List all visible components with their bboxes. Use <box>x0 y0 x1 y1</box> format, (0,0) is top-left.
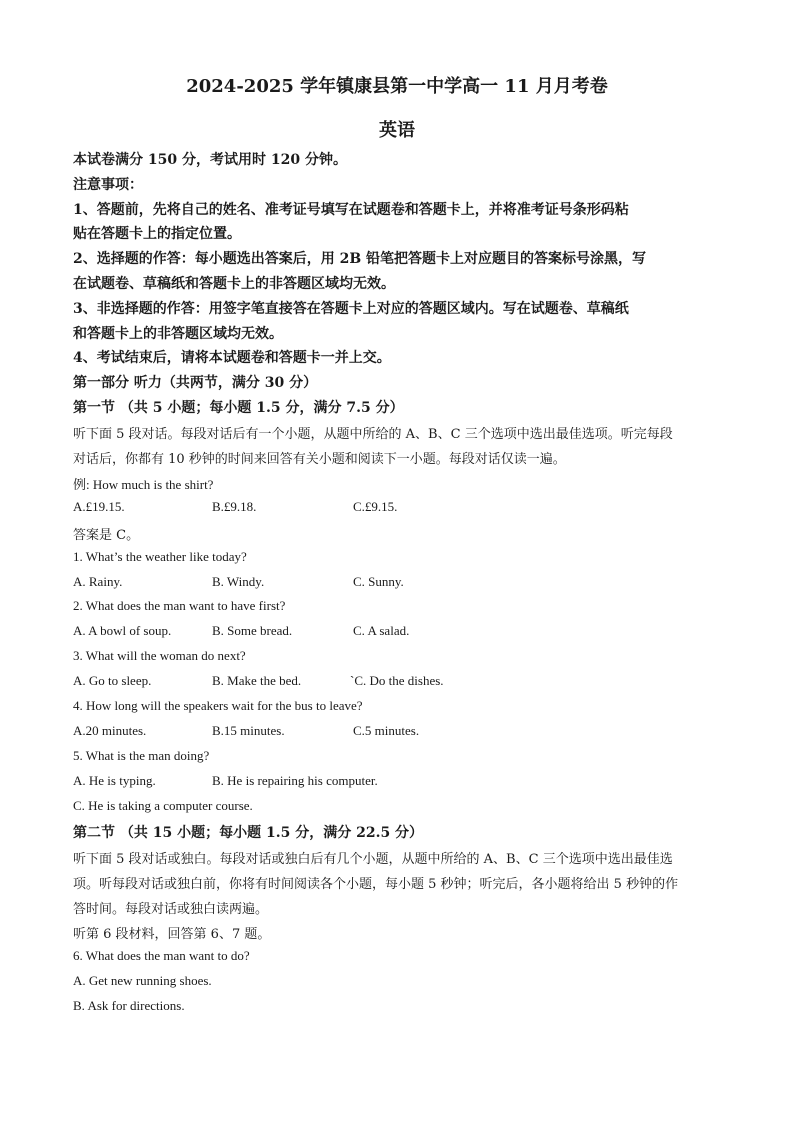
question-5-option-b: B. He is repairing his computer. <box>212 773 378 788</box>
question-3-option-c: `C. Do the dishes. <box>350 673 444 688</box>
question-5-option-a: A. He is typing. <box>73 773 156 788</box>
question-6-option-a: A. Get new running shoes. <box>73 973 212 988</box>
section2-directions-line-2: 项。听每段对话或独白前，你将有时间阅读各个小题，每小题 5 秒钟；听完后，各小题将给出 5 秒钟的作 <box>73 877 679 892</box>
question-5-option-c: C. He is taking a computer course. <box>73 798 253 813</box>
question-3: 3. What will the woman do next? <box>73 648 246 663</box>
question-4-option-c: C.5 minutes. <box>353 723 420 738</box>
question-2-option-c: C. A salad. <box>353 623 410 638</box>
section2-heading: 第二节 （共 15 小题；每小题 1.5 分，满分 22.5 分） <box>73 825 424 841</box>
part1-heading: 第一部分 听力（共两节，满分 30 分） <box>73 375 318 391</box>
section1-directions-line-2: 对话后，你都有 10 秒钟的时间来回答有关小题和阅读下一小题。每段对话仅读一遍。 <box>73 452 566 467</box>
question-2-option-b: B. Some bread. <box>212 623 293 638</box>
example-option-c: C.£9.15. <box>353 499 398 514</box>
example-question: 例: How much is the shirt? <box>73 477 214 492</box>
section2-directions-line-1: 听下面 5 段对话或独白。每段对话或独白后有几个小题，从题中所给的 A、B、C 三个选项中选出最佳选 <box>73 852 673 867</box>
notice-item-1-line-2: 贴在答题卡上的指定位置。 <box>73 226 241 242</box>
example-option-b: B.£9.18. <box>212 499 257 514</box>
question-6: 6. What does the man want to do? <box>73 948 250 963</box>
question-3-option-a: A. Go to sleep. <box>73 673 152 688</box>
question-4-option-b: B.15 minutes. <box>212 723 285 738</box>
question-1-option-c: C. Sunny. <box>353 574 404 589</box>
question-1-option-a: A. Rainy. <box>73 574 123 589</box>
exam-summary: 本试卷满分 150 分，考试用时 120 分钟。 <box>73 152 347 168</box>
subject-title: 英语 <box>379 120 415 141</box>
question-4-option-a: A.20 minutes. <box>73 723 147 738</box>
section1-heading: 第一节 （共 5 小题；每小题 1.5 分，满分 7.5 分） <box>73 400 404 416</box>
notice-item-3-line-1: 3、非选择题的作答：用签字笔直接答在答题卡上对应的答题区域内。写在试题卷、草稿纸 <box>73 301 629 317</box>
example-option-a: A.£19.15. <box>73 499 125 514</box>
section1-directions-line-1: 听下面 5 段对话。每段对话后有一个小题，从题中所给的 A、B、C 三个选项中选出最佳选项。听完每段 <box>73 427 673 442</box>
question-3-option-b: B. Make the bed. <box>212 673 302 688</box>
question-6-option-b: B. Ask for directions. <box>73 998 185 1013</box>
notice-item-4: 4、考试结束后，请将本试题卷和答题卡一并上交。 <box>73 350 391 366</box>
question-4: 4. How long will the speakers wait for the bus to leave? <box>73 698 363 713</box>
question-1-option-b: B. Windy. <box>212 574 265 589</box>
notice-item-1-line-1: 1、答题前，先将自己的姓名、准考证号填写在试题卷和答题卡上，并将准考证号条形码粘 <box>73 202 629 218</box>
notice-item-2-line-1: 2、选择题的作答：每小题选出答案后，用 2B 铅笔把答题卡上对应题目的答案标号涂黑，写 <box>73 251 647 267</box>
exam-title: 2024-2025 学年镇康县第一中学高一 11 月月考卷 <box>186 76 608 97</box>
question-1: 1. What’s the weather like today? <box>73 549 247 564</box>
question-2: 2. What does the man want to have first? <box>73 598 286 613</box>
notice-heading: 注意事项： <box>73 177 143 193</box>
notice-item-2-line-2: 在试题卷、草稿纸和答题卡上的非答题区域均无效。 <box>73 276 395 292</box>
example-answer: 答案是 C。 <box>73 528 140 543</box>
question-2-option-a: A. A bowl of soup. <box>73 623 172 638</box>
section2-directions-line-3: 答时间。每段对话或独白读两遍。 <box>73 902 269 917</box>
notice-item-3-line-2: 和答题卡上的非答题区域均无效。 <box>73 326 283 342</box>
material-6-intro: 听第 6 段材料，回答第 6、7 题。 <box>73 927 271 942</box>
question-5: 5. What is the man doing? <box>73 748 210 763</box>
